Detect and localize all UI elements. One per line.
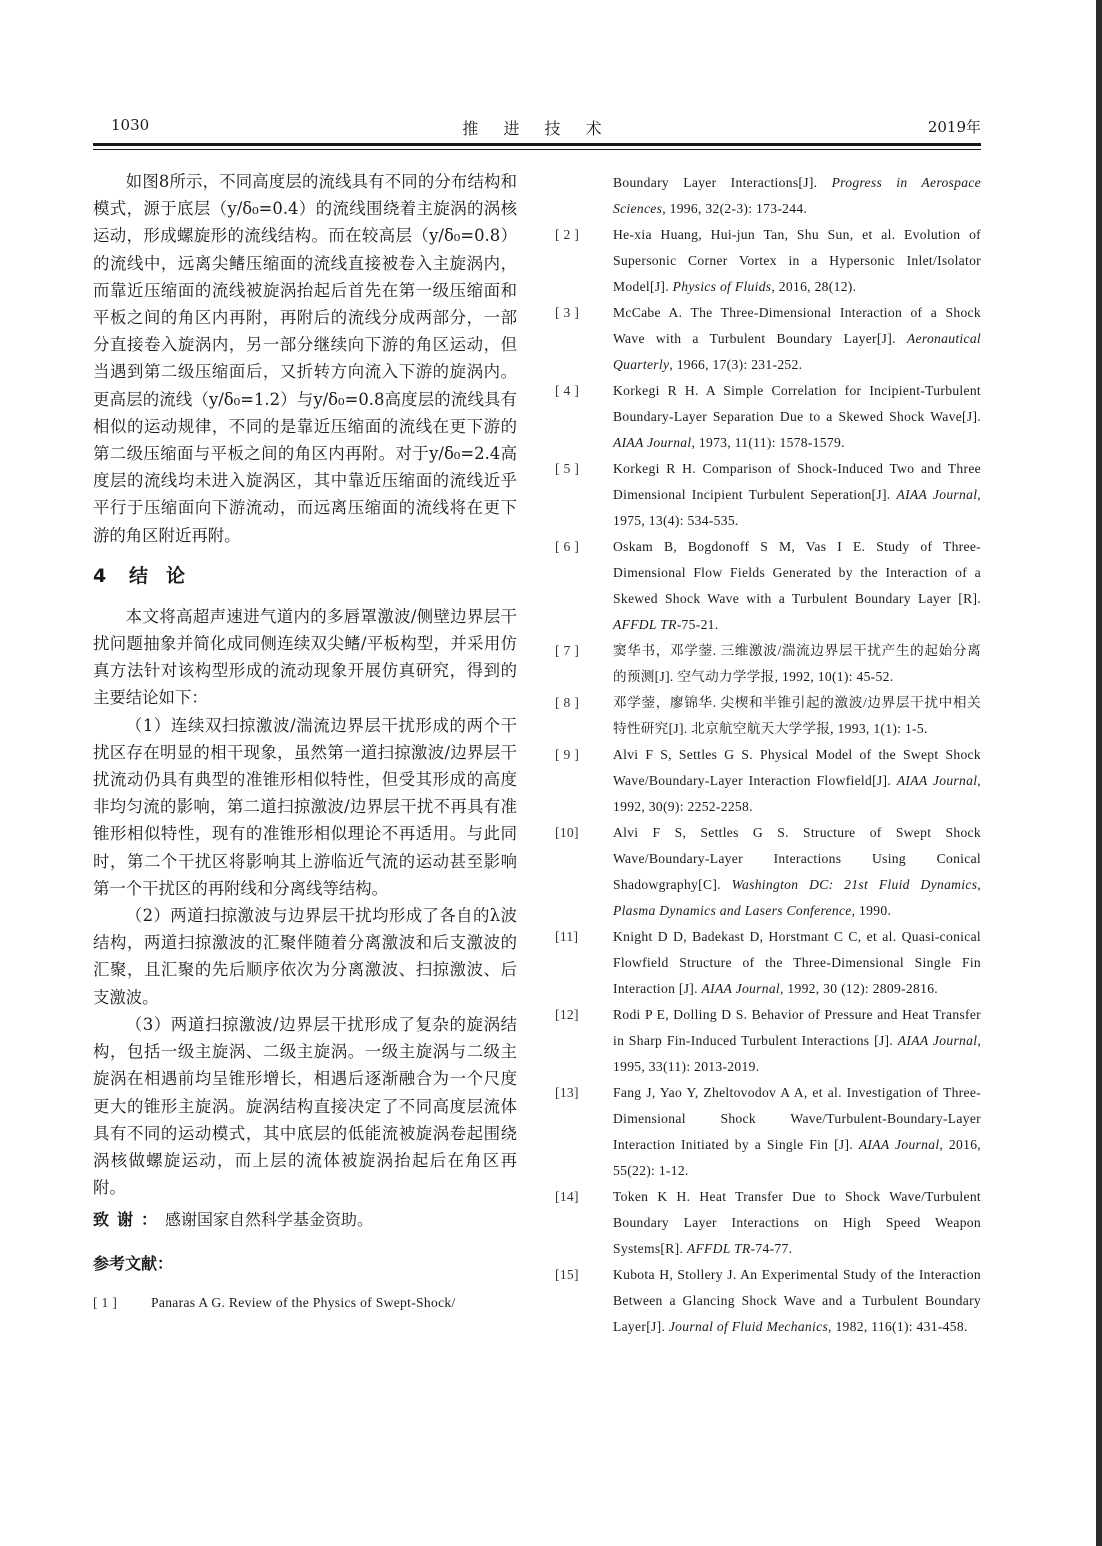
- reference-item: [555, 534, 981, 638]
- reference-authors-title: McCabe A. The Three-Dimensional Interaction of a Shock Wave with a Turbulent Boundary Layer[J].: [613, 305, 981, 346]
- acknowledgement-text: 感谢国家自然科学基金资助。: [165, 1210, 374, 1230]
- reference-text: [613, 1002, 981, 1080]
- reference-journal: Progress in Aerospace Sciences: [613, 175, 981, 216]
- reference-number: [ 8 ]: [555, 695, 580, 710]
- reference-authors-title: Fang J, Yao Y, Zheltovodov A A, et al. Investigation of Three-Dimensional Shock Wave/Turbulent-Boundary-Layer Interaction Initiated by a Single Fin [J].: [613, 1085, 981, 1152]
- reference-item: [555, 300, 981, 378]
- reference-details: , 1995, 33(11): 2013-2019.: [613, 1033, 982, 1074]
- reference-details: , 1996, 32(2-3): 173-244.: [662, 201, 808, 216]
- reference-text: [613, 222, 981, 300]
- reference-number: [12]: [555, 1007, 579, 1022]
- reference-text: [613, 690, 981, 742]
- reference-number: [13]: [555, 1085, 579, 1100]
- reference-item: [555, 222, 981, 300]
- paragraph-conclusion-3: （3）两道扫掠激波/边界层干扰形成了复杂的旋涡结构，包括一级主旋涡、二级主旋涡。一级主旋涡与二级主旋涡在相遇前均呈锥形增长，相遇后逐渐融合为一个尺度更大的锥形主旋涡。旋涡结构直接决定了不同高度层流体具有不同的运动模式，其中底层的低能流被旋涡卷起围绕涡核做螺旋运动，而上层的流体被旋涡抬起后在角区再附。: [93, 1014, 517, 1198]
- reference-journal: Washington DC: 21st Fluid Dynamics, Plasma Dynamics and Lasers Conference: [613, 877, 981, 918]
- reference-details: , 1990.: [851, 903, 892, 918]
- reference-journal: Aeronautical Quarterly: [613, 331, 981, 372]
- reference-authors-title: Alvi F S, Settles G S. Structure of Swept Shock Wave/Boundary-Layer Interactions Using Conical Shadowgraphy[C].: [613, 825, 981, 892]
- reference-text: [613, 456, 981, 534]
- reference-number: [11]: [555, 929, 579, 944]
- reference-number: [ 3 ]: [555, 305, 580, 320]
- reference-number: [ 9 ]: [555, 747, 580, 762]
- reference-item: [555, 820, 981, 924]
- right-column: [555, 170, 981, 1340]
- reference-journal: AIAA Journal: [613, 435, 692, 450]
- reference-item: [555, 638, 981, 690]
- reference-details: , 1973, 11(11): 1578-1579.: [691, 435, 845, 450]
- reference-item: [555, 924, 981, 1002]
- reference-details: , 2016, 28(12).: [771, 279, 857, 294]
- reference-journal: AIAA Journal: [896, 487, 978, 502]
- reference-authors-title: He-xia Huang, Hui-jun Tan, Shu Sun, et al. Evolution of Supersonic Corner Vortex in a Hypersonic Inlet/Isolator Model[J].: [613, 227, 981, 294]
- paragraph-conclusion-2: （2）两道扫掠激波与边界层干扰均形成了各自的λ波结构，两道扫掠激波的汇聚伴随着分离激波和后支激波的汇聚，且汇聚的先后顺序依次为分离激波、扫掠激波、后支激波。: [93, 906, 517, 1007]
- section-title: 结论: [129, 564, 204, 587]
- reference-text: [613, 300, 981, 378]
- reference-text: Panaras A G. Review of the Physics of Swept-Shock/: [151, 1295, 456, 1311]
- section-heading: [93, 561, 517, 591]
- reference-authors-title: Oskam B, Bogdonoff S M, Vas I E. Study of Three-Dimensional Flow Fields Generated by the Interaction of a Skewed Shock Wave with a Turbulent Boundary Layer [R].: [613, 539, 981, 606]
- reference-details: , 1982, 116(1): 431-458.: [828, 1319, 968, 1334]
- reference-text: Boundary Layer Interactions[J].: [613, 175, 832, 190]
- reference-continuation: [555, 170, 981, 222]
- reference-text: [613, 378, 981, 456]
- reference-number: [ 1 ]: [93, 1295, 118, 1311]
- issue-year: 2019年: [927, 118, 981, 136]
- reference-text: [613, 638, 981, 690]
- reference-details: , 1992, 30 (12): 2809-2816.: [780, 981, 938, 996]
- reference-text: [613, 742, 981, 820]
- reference-journal: AIAA Journal: [897, 1033, 978, 1048]
- reference-authors-title: 窦华书，邓学蓥. 三维激波/湍流边界层干扰产生的起始分离的预测[J]. 空气动力学学报, 1992, 10(1): 45-52.: [613, 643, 981, 684]
- reference-journal: Journal of Fluid Mechanics: [668, 1319, 829, 1334]
- paragraph-conclusion-intro: 本文将高超声速进气道内的多唇罩激波/侧壁边界层干扰问题抽象并简化成同侧连续双尖鳍/平板构型，并采用仿真方法针对该构型形成的流动现象开展仿真研究，得到的主要结论如下：: [93, 606, 517, 708]
- reference-number: [ 5 ]: [555, 461, 580, 476]
- reference-number: [ 4 ]: [555, 383, 580, 398]
- reference-text: [613, 1262, 981, 1340]
- reference-details: -75-21.: [676, 617, 719, 632]
- reference-details: , 1992, 30(9): 2252-2258.: [613, 773, 981, 814]
- reference-item: [555, 456, 981, 534]
- paragraph-streamlines: 如图8所示，不同高度层的流线具有不同的分布结构和模式，源于底层（y/δ₀=0.4）的流线围绕着主旋涡的涡核运动，形成螺旋形的流线结构。而在较高层（y/δ₀=0.8）的流线中，远离尖鳍压缩面的流线直接被卷入主旋涡内，而靠近压缩面的流线被旋涡抬起后首先在第一级压缩面和平板之间的角区内再附，再附后的流线分成两部分，一部分直接卷入旋涡内，另一部分继续向下游的角区运动，但当遇到第二级压缩面后，又折转方向流入下游的旋涡内。更高层的流线（y/δ₀=1.2）与y/δ₀=0.8高度层的流线具有相似的运动规律，不同的是靠近压缩面的流线在更下游的第二级压缩面与平板之间的角区内再附。对于y/δ₀=2.4高度层的流线均未进入旋涡区，其中靠近压缩面的流线近乎平行于压缩面向下游流动，而远离压缩面的流线将在更下游的角区附近再附。: [93, 172, 517, 545]
- reference-authors-title: Korkegi R H. Comparison of Shock-Induced Two and Three Dimensional Incipient Turbulent Seperation[J].: [613, 461, 981, 502]
- reference-authors-title: Token K H. Heat Transfer Due to Shock Wave/Turbulent Boundary Layer Interactions on High Speed Weapon Systems[R].: [613, 1189, 981, 1256]
- reference-authors-title: Kubota H, Stollery J. An Experimental Study of the Interaction Between a Glancing Shock Wave and a Turbulent Boundary Layer[J].: [613, 1267, 981, 1334]
- left-column: [93, 168, 517, 1316]
- reference-item: [93, 1290, 517, 1316]
- reference-details: , 1975, 13(4): 534-535.: [613, 487, 981, 528]
- reference-number: [ 7 ]: [555, 643, 580, 658]
- reference-journal: AFFDL TR: [613, 617, 677, 632]
- reference-details: -74-77.: [750, 1241, 793, 1256]
- reference-text: [613, 534, 981, 638]
- acknowledgement-label: 致谢：: [93, 1210, 166, 1230]
- reference-number: [14]: [555, 1189, 579, 1204]
- reference-item: [555, 378, 981, 456]
- reference-journal: AIAA Journal: [701, 981, 780, 996]
- reference-item: [555, 1080, 981, 1184]
- acknowledgement: [93, 1207, 517, 1233]
- references-heading: 参考文献：: [93, 1254, 174, 1274]
- reference-authors-title: Alvi F S, Settles G S. Physical Model of the Swept Shock Wave/Boundary-Layer Interaction Flowfield[J].: [613, 747, 981, 788]
- reference-journal: Physics of Fluids: [672, 279, 772, 294]
- reference-journal: AIAA Journal: [896, 773, 978, 788]
- running-header: [93, 116, 981, 140]
- reference-list: [555, 222, 981, 1340]
- reference-number: [ 6 ]: [555, 539, 580, 554]
- reference-item: [555, 1002, 981, 1080]
- reference-details: , 2016, 55(22): 1-12.: [613, 1137, 982, 1178]
- reference-text: [613, 820, 981, 924]
- reference-item: [555, 1184, 981, 1262]
- header-rule-thick: [93, 143, 981, 146]
- page-edge: [1096, 0, 1102, 1546]
- reference-details: , 1966, 17(3): 231-252.: [669, 357, 803, 372]
- paragraph-conclusion-1: （1）连续双扫掠激波/湍流边界层干扰形成的两个干扰区存在明显的相干现象，虽然第一道扫掠激波/边界层干扰流动仍具有典型的准锥形相似特性，但受其形成的高度非均匀流的影响，第二道扫掠激波/边界层干扰不再具有准锥形相似特性，现有的准锥形相似理论不再适用。与此同时，第二个干扰区将影响其上游临近气流的运动甚至影响第一个干扰区的再附线和分离线等结构。: [93, 715, 517, 898]
- reference-authors-title: Korkegi R H. A Simple Correlation for Incipient-Turbulent Boundary-Layer Separation Due to a Skewed Shock Wave[J].: [613, 383, 981, 424]
- header-rule-thin: [93, 149, 981, 150]
- reference-authors-title: 邓学蓥，廖锦华. 尖楔和半锥引起的激波/边界层干扰中相关特性研究[J]. 北京航空航天大学学报, 1993, 1(1): 1-5.: [613, 695, 981, 736]
- journal-name: 推 进 技 术: [462, 119, 612, 138]
- reference-text: [613, 924, 981, 1002]
- reference-number: [ 2 ]: [555, 227, 580, 242]
- reference-item: [555, 1262, 981, 1340]
- reference-text: [613, 1184, 981, 1262]
- page-number: 1030: [111, 116, 150, 134]
- reference-text: [613, 1080, 981, 1184]
- reference-number: [10]: [555, 825, 579, 840]
- reference-item: [555, 690, 981, 742]
- section-number: 4: [93, 564, 107, 587]
- reference-authors-title: Knight D D, Badekast D, Horstmant C C, et al. Quasi-conical Flowfield Structure of the Three-Dimensional Single Fin Interaction [J].: [613, 929, 981, 996]
- reference-journal: AIAA Journal: [858, 1137, 940, 1152]
- reference-number: [15]: [555, 1267, 579, 1282]
- reference-item: [555, 742, 981, 820]
- reference-authors-title: Rodi P E, Dolling D S. Behavior of Pressure and Heat Transfer in Sharp Fin-Induced Turbulent Interactions [J].: [613, 1007, 981, 1048]
- reference-journal: AFFDL TR: [686, 1241, 751, 1256]
